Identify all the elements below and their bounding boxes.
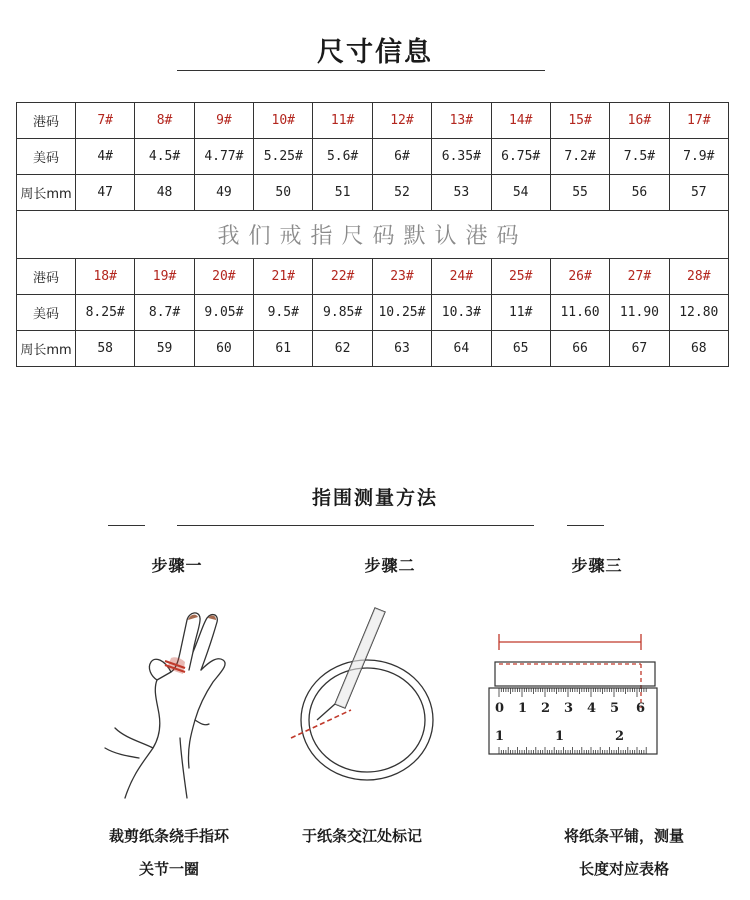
circumference-cell: 65 <box>491 331 550 367</box>
banner-row <box>17 211 729 259</box>
row-label-mm: 周长mm <box>17 331 76 367</box>
ruler-mm-label: 2 <box>541 701 551 716</box>
hk-size-cell: 28# <box>669 259 728 295</box>
title-underline <box>177 70 545 71</box>
ruler-inch-label: 1 <box>555 729 565 744</box>
us-size-cell: 9.05# <box>194 295 253 331</box>
hk-size-cell: 8# <box>135 103 194 139</box>
circumference-cell: 58 <box>76 331 135 367</box>
ruler-mm-label: 0 <box>495 701 505 716</box>
circumference-cell: 68 <box>669 331 728 367</box>
circumference-cell: 59 <box>135 331 194 367</box>
row-label-hk: 港码 <box>17 103 76 139</box>
step-1-caption-line2: 关节一圈 <box>138 860 199 878</box>
hk-size-cell: 23# <box>372 259 431 295</box>
us-size-cell: 7.5# <box>610 139 669 175</box>
us-size-cell: 7.9# <box>669 139 728 175</box>
ruler-mm-label: 3 <box>564 701 574 716</box>
circumference-cell: 63 <box>372 331 431 367</box>
ruler-mm-label: 6 <box>636 701 646 716</box>
step-3-caption-line2: 长度对应表格 <box>578 860 669 878</box>
size-table <box>16 102 729 367</box>
ruler-inch-label: 2 <box>615 729 625 744</box>
us-size-cell: 5.6# <box>313 139 372 175</box>
ruler-inch-label: 1 <box>495 729 505 744</box>
us-size-cell: 4# <box>76 139 135 175</box>
step-1-title: 步骤一 <box>151 556 203 575</box>
circumference-cell: 66 <box>550 331 609 367</box>
paper-loop-icon <box>283 598 443 788</box>
measure-title: 指围测量方法 <box>311 487 438 509</box>
us-size-cell: 6.75# <box>491 139 550 175</box>
us-size-cell: 4.77# <box>194 139 253 175</box>
hk-size-cell: 12# <box>372 103 431 139</box>
hk-size-cell: 24# <box>432 259 491 295</box>
step-3-title: 步骤三 <box>571 556 623 575</box>
us-size-cell: 6.35# <box>432 139 491 175</box>
us-size-cell: 12.80 <box>669 295 728 331</box>
hk-size-cell: 15# <box>550 103 609 139</box>
us-size-cell: 8.7# <box>135 295 194 331</box>
circumference-cell: 54 <box>491 175 550 211</box>
divider-left <box>108 525 145 526</box>
us-size-cell: 11# <box>491 295 550 331</box>
circumference-cell: 50 <box>254 175 313 211</box>
circumference-cell: 47 <box>76 175 135 211</box>
ruler-mm-label: 1 <box>518 701 528 716</box>
hk-size-cell: 7# <box>76 103 135 139</box>
table-row <box>17 295 729 331</box>
us-size-cell: 5.25# <box>254 139 313 175</box>
table-row <box>17 259 729 295</box>
us-size-cell: 9.5# <box>254 295 313 331</box>
circumference-cell: 55 <box>550 175 609 211</box>
step-2-caption-line1: 于纸条交江处标记 <box>301 827 422 845</box>
hk-size-cell: 14# <box>491 103 550 139</box>
us-size-cell: 6# <box>372 139 431 175</box>
us-size-cell: 4.5# <box>135 139 194 175</box>
circumference-cell: 48 <box>135 175 194 211</box>
hk-size-cell: 20# <box>194 259 253 295</box>
us-size-cell: 8.25# <box>76 295 135 331</box>
row-label-hk: 港码 <box>17 259 76 295</box>
circumference-cell: 51 <box>313 175 372 211</box>
circumference-cell: 62 <box>313 331 372 367</box>
row-label-mm: 周长mm <box>17 175 76 211</box>
hk-size-cell: 10# <box>254 103 313 139</box>
ruler-icon <box>487 628 659 768</box>
hand-wrap-icon <box>95 598 245 803</box>
us-size-cell: 9.85# <box>313 295 372 331</box>
divider-right <box>567 525 604 526</box>
ruler-mm-label: 4 <box>587 701 597 716</box>
hk-size-cell: 16# <box>610 103 669 139</box>
step-2-caption <box>252 820 472 853</box>
hk-size-cell: 18# <box>76 259 135 295</box>
row-label-us: 美码 <box>17 139 76 175</box>
step-1-caption <box>59 820 279 886</box>
circumference-cell: 60 <box>194 331 253 367</box>
circumference-cell: 67 <box>610 331 669 367</box>
hk-size-cell: 21# <box>254 259 313 295</box>
ruler-mm-label: 5 <box>610 701 620 716</box>
step-1-caption-line1: 裁剪纸条绕手指环 <box>108 827 229 845</box>
table-row <box>17 103 729 139</box>
circumference-cell: 53 <box>432 175 491 211</box>
table-row <box>17 139 729 175</box>
circumference-cell: 49 <box>194 175 253 211</box>
us-size-cell: 10.3# <box>432 295 491 331</box>
circumference-cell: 57 <box>669 175 728 211</box>
us-size-cell: 11.60 <box>550 295 609 331</box>
step-3-caption <box>514 820 734 886</box>
hk-size-cell: 17# <box>669 103 728 139</box>
us-size-cell: 10.25# <box>372 295 431 331</box>
step-3-caption-line1: 将纸条平铺，测量 <box>563 827 684 845</box>
row-label-us: 美码 <box>17 295 76 331</box>
table-row <box>17 331 729 367</box>
default-size-note: 我们戒指尺码默认港码 <box>17 211 729 259</box>
hk-size-cell: 25# <box>491 259 550 295</box>
page-title: 尺寸信息 <box>317 37 433 68</box>
circumference-cell: 56 <box>610 175 669 211</box>
hk-size-cell: 27# <box>610 259 669 295</box>
hk-size-cell: 13# <box>432 103 491 139</box>
hk-size-cell: 19# <box>135 259 194 295</box>
us-size-cell: 11.90 <box>610 295 669 331</box>
divider-center <box>177 525 534 526</box>
circumference-cell: 64 <box>432 331 491 367</box>
hk-size-cell: 11# <box>313 103 372 139</box>
table-row <box>17 175 729 211</box>
hk-size-cell: 26# <box>550 259 609 295</box>
circumference-cell: 61 <box>254 331 313 367</box>
step-2-title: 步骤二 <box>364 556 416 575</box>
hk-size-cell: 22# <box>313 259 372 295</box>
mark-line <box>291 710 351 738</box>
us-size-cell: 7.2# <box>550 139 609 175</box>
hk-size-cell: 9# <box>194 103 253 139</box>
circumference-cell: 52 <box>372 175 431 211</box>
